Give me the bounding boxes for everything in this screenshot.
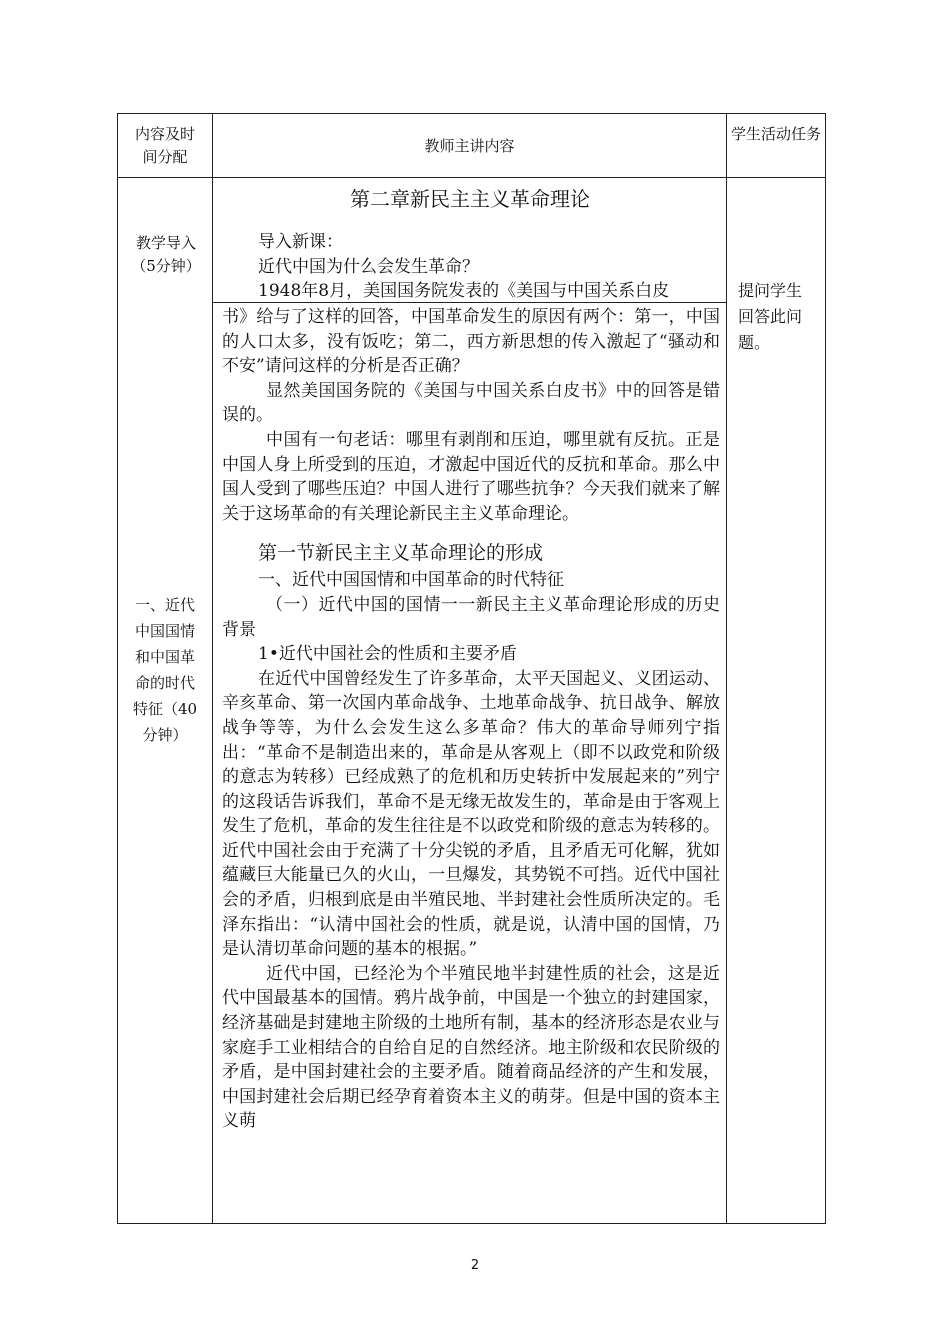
- paragraph-5: 近代中国，已经沦为个半殖民地半封建性质的社会，这是近代中国最基本的国情。鸦片战争前，中国是一个独立的封建国家，经济基础是封建地主阶级的土地所有制，基本的经济形态是农业与家庭手工业相结合的自给自足的自然经济。地主阶级和农民阶级的矛盾，是中国封建社会的主要矛盾。随着商品经济的产生和发展，中国封建社会后期已经孕育着资本主义的萌芽。但是中国的资本主义萌: [222, 963, 720, 1132]
- subheading-1: 一、近代中国国情和中国革命的时代特征: [258, 570, 564, 591]
- table-bottom-border: [117, 1223, 826, 1224]
- paragraph-4: 在近代中国曾经发生了许多革命，太平天国起义、义团运动、辛亥革命、第一次国内革命战争、土地革命战争、抗日战争、解放战争等等，为什么会发生这么多革命？伟大的革命导师列宁指出：“革命不是制造出来的，革命是从客观上（即不以政党和阶级的意志为转移）已经成熟了的危机和历史转折中发展起来的”列宁的这段话告诉我们，革命不是无缘无故发生的，革命是由于客观上发生了危机，革命的发生往往是不以政党和阶级的意志为转移的。近代中国社会由于充满了十分尖锐的矛盾，且矛盾无可化解，犹如蕴藏巨大能量已久的火山，一旦爆发，其势锐不可挡。近代中国社会的矛盾，归根到底是由半殖民地、半封建社会性质所决定的。毛泽东指出：“认清中国社会的性质，就是说，认清中国的国情，乃是认清切革命问题的基本的根据。”: [222, 668, 720, 960]
- page-number: 2: [470, 1258, 480, 1273]
- header-bottom-border: [117, 177, 826, 178]
- question-text: 近代中国为什么会发生革命？: [258, 256, 479, 277]
- paragraph-2: 显然美国国务院的《美国与中国关系白皮书》中的回答是错误的。: [222, 380, 720, 426]
- paragraph-1: 书》给与了这样的回答，中国革命发生的原因有两个：第一，中国的人口太多，没有饭吃；第二，西方新思想的传入激起了“骚动和不安”请问这样的分析是否正确？: [222, 307, 720, 377]
- column-divider-1: [212, 113, 213, 1224]
- intro-time-label: 教学导入（5分钟）: [131, 234, 201, 275]
- paragraph-3: 中国有一句老话：哪里有剥削和压迫，哪里就有反抗。正是中国人身上所受到的压迫，才激起中国近代的反抗和革命。那么中国人受到了哪些压迫？中国人进行了哪些抗争？今天我们就来了解关于这场革命的有关理论新民主主义革命理论。: [222, 429, 720, 524]
- intro-label: 导入新课：: [258, 232, 343, 252]
- subheading-2: （一）近代中国的国情一一新民主主义革命理论形成的历史背景: [222, 594, 720, 640]
- header-teacher: 教师主讲内容: [424, 137, 515, 155]
- student-task: 提问学生回答此问题。: [738, 281, 803, 352]
- header-content-time: 内容及时间分配: [134, 125, 195, 166]
- chapter-title: 第二章新民主主义革命理论: [350, 187, 590, 211]
- table-left-border: [117, 113, 118, 1224]
- intro-block: [222, 230, 720, 302]
- table-right-border: [825, 113, 826, 1224]
- table-top-border: [117, 113, 826, 114]
- main-body: [222, 305, 720, 1134]
- line-1948: 1948年8月，美国国务院发表的《美国与中国关系白皮: [258, 281, 670, 302]
- header-student: 学生活动任务: [730, 125, 821, 143]
- section-title: 第一节新民主主义革命理论的形成: [258, 542, 544, 565]
- column-divider-2: [726, 113, 727, 1224]
- subheading-3: 1•近代中国社会的性质和主要矛盾: [258, 644, 517, 665]
- section1-time-label: 一、近代中国国情和中国革命的时代特征（40分钟）: [132, 596, 198, 744]
